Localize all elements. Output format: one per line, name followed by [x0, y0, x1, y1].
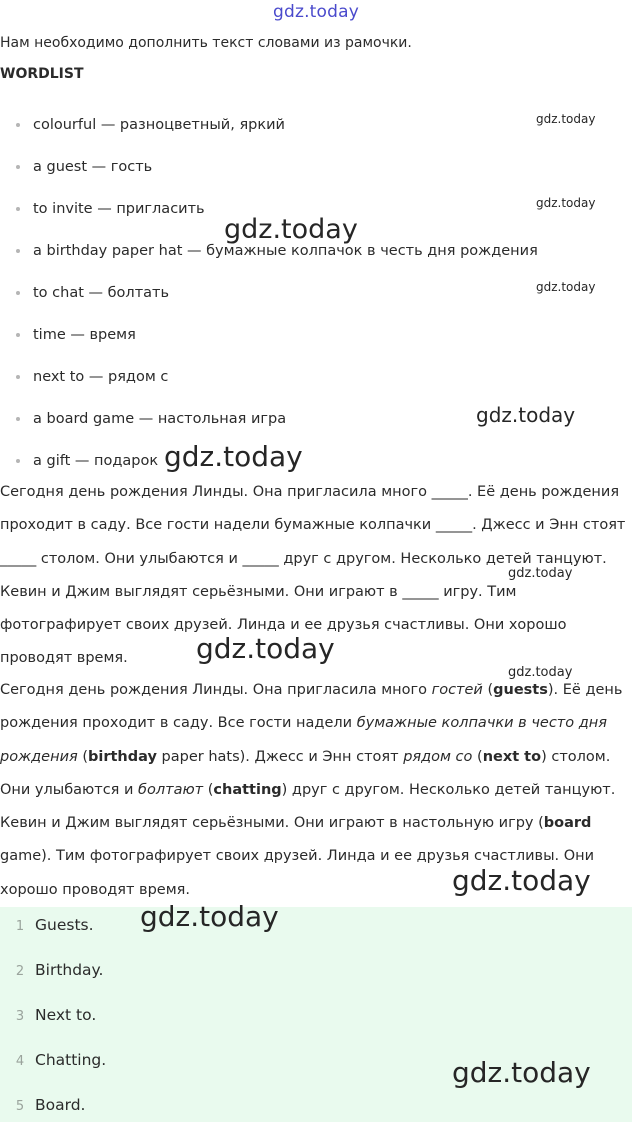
list-item: a gift — подарок: [0, 440, 538, 482]
bullet-icon: [16, 417, 20, 421]
answer-value: Birthday.: [35, 961, 104, 979]
list-item: colourful — разноцветный, яркий: [0, 104, 538, 146]
list-item: a board game — настольная игра: [0, 398, 538, 440]
answer-number: 4: [15, 1054, 25, 1069]
watermark: gdz.today: [536, 112, 596, 126]
answer-number: 5: [15, 1099, 25, 1114]
list-item: time — время: [0, 314, 538, 356]
watermark: gdz.today: [536, 280, 596, 294]
watermark: gdz.today: [140, 900, 279, 933]
answer-value: Chatting.: [35, 1051, 107, 1069]
bullet-icon: [16, 123, 20, 127]
watermark: gdz.today: [508, 566, 573, 581]
task-text: Сегодня день рождения Линды. Она пригласила много _____. Её день рождения проходит в саду. Все гости надели бумажные колпачки _____. Джесс и Энн стоят _____ столом. Они улыбаются и _____ друг с другом. Несколько детей танцуют. Кевин и Джим выглядят серьёзными. Они играют в _____ игру. Тим фотографирует своих друзей. Линда и ее друзья счастливы. Они хорошо проводят время.: [0, 484, 626, 667]
watermark: gdz.today: [224, 214, 358, 245]
answer-number: 3: [15, 1009, 25, 1024]
watermark: gdz.today: [536, 196, 596, 210]
answer-number: 2: [15, 964, 25, 979]
bullet-icon: [16, 333, 20, 337]
watermark: gdz.today: [164, 440, 303, 473]
answers-box: [0, 907, 632, 1122]
wordlist: [0, 104, 538, 482]
answer-item: [0, 1000, 96, 1030]
watermark: gdz.today: [476, 403, 576, 427]
task-instruction: Нам необходимо дополнить текст словами из рамочки.: [0, 35, 412, 51]
list-item: next to — рядом с: [0, 356, 538, 398]
watermark: gdz.today: [452, 864, 591, 897]
answer-item: [0, 910, 94, 940]
bullet-icon: [16, 207, 20, 211]
bullet-icon: [16, 165, 20, 169]
list-item: a birthday paper hat — бумажные колпачок в честь дня рождения: [0, 230, 538, 272]
bullet-icon: [16, 249, 20, 253]
list-item: to chat — болтать: [0, 272, 538, 314]
answer-number: 1: [15, 919, 25, 934]
wordlist-heading: WORDLIST: [0, 66, 84, 82]
answer-item: [0, 955, 103, 985]
answer-item: [0, 1045, 106, 1075]
list-item: a guest — гость: [0, 146, 538, 188]
answer-value: Next to.: [35, 1006, 97, 1024]
watermark: gdz.today: [452, 1056, 591, 1089]
watermark: gdz.today: [508, 665, 573, 680]
answer-value: Guests.: [35, 916, 94, 934]
list-item: to invite — пригласить: [0, 188, 538, 230]
bullet-icon: [16, 459, 20, 463]
answer-text: Сегодня день рождения Линды. Она пригласила много гостей (guests). Её день рождения проходит в саду. Все гости надели бумажные колпачки в често дня рождения (birthday paper hats). Джесс и Энн стоят рядом со (next to) столом. Они улыбаются и болтают (chatting) друг с другом. Несколько детей танцуют. Кевин и Джим выглядят серьёзными. Они играют в настольную игру (board game). Тим фотографирует своих друзей. Линда и ее друзья счастливы. Они хорошо проводят время.: [0, 682, 623, 898]
bullet-icon: [16, 291, 20, 295]
answer-item: [0, 1090, 85, 1120]
answer-value: Board.: [35, 1096, 86, 1114]
watermark: gdz.today: [196, 632, 335, 665]
bullet-icon: [16, 375, 20, 379]
site-logo[interactable]: gdz.today: [272, 2, 360, 22]
